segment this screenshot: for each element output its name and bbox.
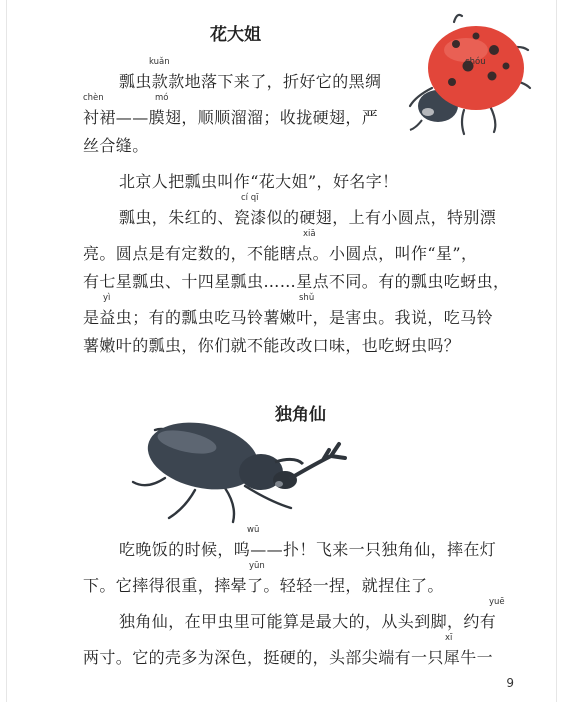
text-line: [83, 132, 523, 160]
line-text: 薯嫩叶的瓢虫，你们就不能改改口味，也吃蚜虫吗？: [83, 336, 461, 355]
line-text: 衬裙——膜翅，顺顺溜溜；收拢硬翅，严: [83, 108, 379, 127]
line-text: 两寸。它的壳多为深色，挺硬的，头部尖端有一只犀牛一: [83, 648, 494, 667]
pinyin-annotation: cí qī: [241, 193, 259, 203]
rhinoceros-beetle-icon: [125, 398, 365, 528]
text-line: [83, 561, 523, 600]
line-text: 丝合缝。: [83, 136, 149, 155]
pinyin-annotation: xiā: [303, 229, 316, 239]
pinyin-annotation: yì: [103, 293, 111, 303]
pinyin-annotation: yūn: [249, 561, 265, 571]
text-line: [83, 633, 523, 672]
section1-body: [83, 57, 523, 360]
text-line: [83, 93, 523, 132]
line-text: 吃晚饭的时候，呜——扑！飞来一只独角仙，摔在灯: [119, 540, 497, 559]
pinyin-annotation: mó: [155, 93, 169, 103]
text-line: [83, 293, 523, 332]
section2-body: [83, 525, 523, 672]
text-line: [83, 57, 523, 96]
pinyin-annotation: yuē: [489, 597, 505, 607]
pinyin-annotation: shǔ: [299, 293, 315, 303]
book-page: [6, 0, 557, 702]
pinyin-annotation: chèn: [83, 93, 104, 103]
page-number: 9: [506, 676, 514, 690]
pinyin-annotation: xī: [445, 633, 453, 643]
line-text: 瓢虫，朱红的、瓷漆似的硬翅，上有小圆点，特别漂: [119, 208, 497, 227]
text-line: [83, 525, 523, 564]
line-text: 是益虫；有的瓢虫吃马铃薯嫩叶，是害虫。我说，吃马铃: [83, 308, 494, 327]
text-line: [83, 268, 523, 296]
line-text: 下。它摔得很重，摔晕了。轻轻一捏，就捏住了。: [83, 576, 444, 595]
text-line: [83, 332, 523, 360]
line-text: 北京人把瓢虫叫作“花大姐”，好名字！: [119, 172, 399, 191]
text-line: [83, 168, 523, 196]
pinyin-annotation: wū: [247, 525, 260, 535]
text-line: [83, 597, 523, 636]
text-line: [83, 193, 523, 232]
pinyin-annotation: kuǎn: [149, 57, 170, 67]
line-text: 有七星瓢虫、十四星瓢虫……星点不同。有的瓢虫吃蚜虫，: [83, 272, 510, 291]
text-line: [83, 229, 523, 268]
pinyin-annotation: chóu: [465, 57, 486, 67]
line-text: 瓢虫款款地落下来了，折好它的黑绸: [119, 72, 382, 91]
section-title-ladybug: 花大姐: [210, 25, 261, 45]
section-title-beetle: 独角仙: [275, 405, 326, 425]
line-text: 亮。圆点是有定数的，不能瞎点。小圆点，叫作“星”，: [83, 244, 478, 263]
line-text: 独角仙，在甲虫里可能算是最大的，从头到脚，约有: [119, 612, 497, 631]
